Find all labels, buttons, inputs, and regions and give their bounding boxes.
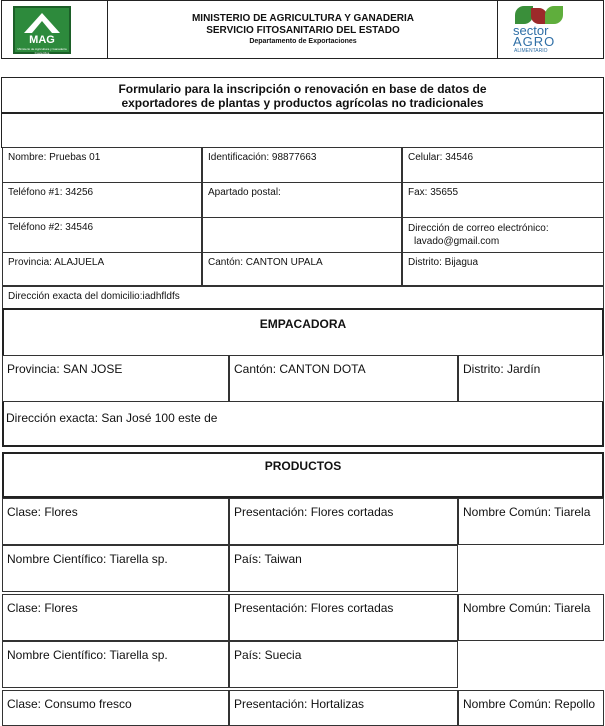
- ministry-name: MINISTERIO DE AGRICULTURA Y GANADERIA: [191, 13, 415, 24]
- product-2-class: Clase: Flores: [2, 594, 229, 641]
- mag-logo-subtext: Ministerio de Agricultura y Ganadería Costa Rica: [17, 47, 67, 55]
- exporter-phone2-field: Teléfono #2: 34546: [2, 217, 202, 253]
- mag-logo: [13, 6, 71, 54]
- exporter-empty-field: [202, 217, 402, 253]
- exporter-phone1-field: Teléfono #1: 34256: [2, 182, 202, 218]
- sector-agro-logo: [509, 2, 571, 56]
- exporter-fax-field: Fax: 35655: [402, 182, 604, 218]
- product-1-presentation: Presentación: Flores cortadas: [229, 498, 458, 545]
- product-3-common-name: Nombre Común: Repollo: [458, 690, 604, 726]
- exporter-email-field: [402, 217, 604, 253]
- email-label: Dirección de correo electrónico:: [408, 223, 549, 234]
- product-1-scientific-name: Nombre Científico: Tiarella sp.: [2, 545, 229, 592]
- empacadora-title: EMPACADORA: [259, 317, 347, 331]
- exporter-address-field: Dirección exacta del domicilio:iadhfldfs: [2, 286, 604, 310]
- spacer-row: [1, 113, 604, 148]
- product-1-country: País: Taiwan: [229, 545, 458, 592]
- productos-title: PRODUCTOS: [264, 459, 342, 473]
- form-title-line2: exportadores de plantas y productos agrícolas no tradicionales: [121, 96, 484, 110]
- product-2-common-name: Nombre Común: Tiarela: [458, 594, 604, 641]
- empacadora-address: Dirección exacta: San José 100 este de: [6, 411, 218, 425]
- empacadora-province-field: Provincia: SAN JOSE: [2, 355, 229, 402]
- product-2-country: País: Suecia: [229, 641, 458, 688]
- empacadora-district-field: Distrito: Jardín: [458, 355, 604, 402]
- exporter-cell-field: Celular: 34546: [402, 147, 604, 183]
- exporter-name-field: Nombre: Pruebas 01: [2, 147, 202, 183]
- product-3-class: Clase: Consumo fresco: [2, 690, 229, 726]
- exporter-province-field: Provincia: ALAJUELA: [2, 252, 202, 286]
- product-1-class: Clase: Flores: [2, 498, 229, 545]
- email-value: lavado@gmail.com: [414, 235, 500, 247]
- exporter-pobox-field: Apartado postal:: [202, 182, 402, 218]
- mag-logo-text: MAG: [29, 34, 55, 46]
- exporter-district-field: Distrito: Bijagua: [402, 252, 604, 286]
- product-2-scientific-name: Nombre Científico: Tiarella sp.: [2, 641, 229, 688]
- sector-logo-line3: ALIMENTARIO: [514, 48, 548, 54]
- sector-logo-line2: AGRO: [513, 34, 556, 49]
- exporter-id-field: Identificación: 98877663: [202, 147, 402, 183]
- service-name: SERVICIO FITOSANITARIO DEL ESTADO: [206, 25, 400, 36]
- product-2-presentation: Presentación: Flores cortadas: [229, 594, 458, 641]
- exporter-canton-field: Cantón: CANTON UPALA: [202, 252, 402, 286]
- form-title-line1: Formulario para la inscripción o renovación en base de datos de: [118, 82, 487, 96]
- empacadora-canton-field: Cantón: CANTON DOTA: [229, 355, 458, 402]
- sector-logo-line1: sector: [513, 23, 549, 38]
- department-name: Departamento de Exportaciones: [249, 38, 357, 45]
- product-3-presentation: Presentación: Hortalizas: [229, 690, 458, 726]
- product-1-common-name: Nombre Común: Tiarela: [458, 498, 604, 545]
